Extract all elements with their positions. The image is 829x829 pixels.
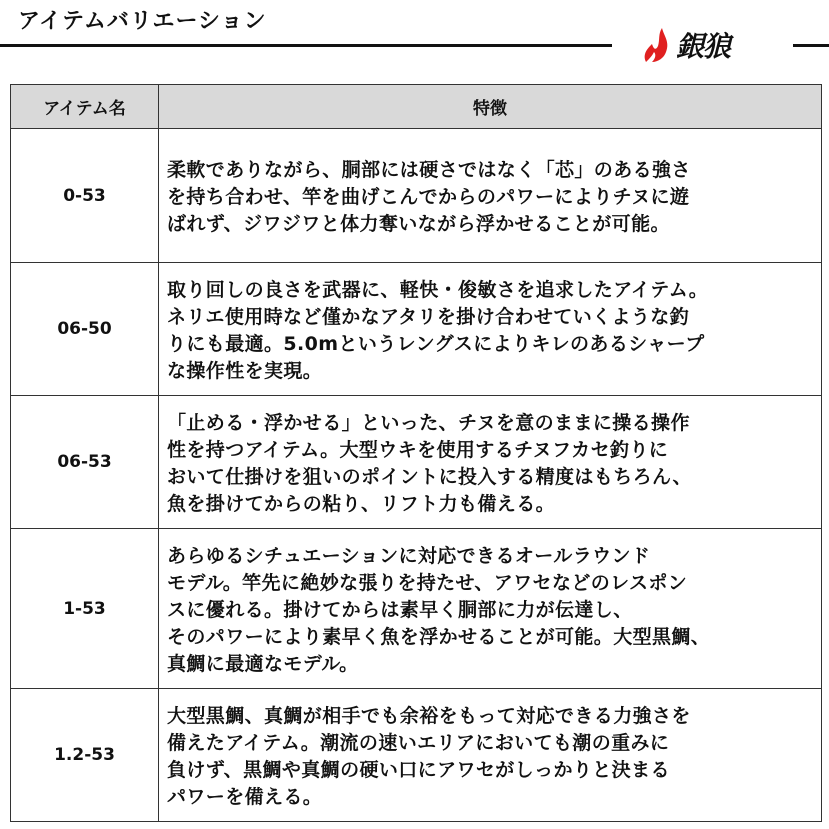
item-name: 06-50 (11, 263, 159, 396)
item-features (159, 396, 822, 529)
brand-logo (640, 24, 786, 66)
table-row (11, 689, 822, 822)
title-divider (0, 44, 612, 47)
feature-line: ネリエ使用時など僅かなアタリを掛け合わせていくような釣 (167, 306, 690, 328)
feature-line: おいて仕掛けを狙いのポイントに投入する精度はもちろん、 (167, 466, 692, 488)
feature-line: あらゆるシチュエーションに対応できるオールラウンド (167, 545, 651, 567)
title-divider-right (793, 44, 829, 47)
table-row (11, 396, 822, 529)
feature-line: スに優れる。掛けてからは素早く胴部に力が伝達し、 (167, 599, 633, 621)
page-title: アイテムバリエーション (18, 9, 267, 34)
feature-line: 魚を掛けてからの粘り、リフト力も備える。 (167, 493, 556, 515)
feature-line: 「止める・浮かせる」といった、チヌを意のままに操る操作 (167, 412, 690, 434)
item-features (159, 529, 822, 689)
feature-line: りにも最適。5.0mというレングスによりキレのあるシャープ (167, 333, 705, 355)
item-name: 06-53 (11, 396, 159, 529)
item-features (159, 129, 822, 263)
item-features (159, 263, 822, 396)
table-row (11, 529, 822, 689)
item-name: 0-53 (11, 129, 159, 263)
feature-line: そのパワーにより素早く魚を浮かせることが可能。大型黒鯛、 (167, 626, 711, 648)
feature-line: 取り回しの良さを武器に、軽快・俊敏さを追求したアイテム。 (167, 279, 709, 301)
feature-line: 大型黒鯛、真鯛が相手でも余裕をもって対応できる力強さを (167, 705, 691, 727)
flame-icon (640, 26, 670, 64)
feature-line: な操作性を実現。 (167, 360, 323, 382)
feature-line: 性を持つアイテム。大型ウキを使用するチヌフカセ釣りに (167, 439, 669, 461)
item-name: 1-53 (11, 529, 159, 689)
item-name: 1.2-53 (11, 689, 159, 822)
feature-line: 備えたアイテム。潮流の速いエリアにおいても潮の重みに (167, 732, 670, 754)
table-row (11, 263, 822, 396)
table-header-row (11, 85, 822, 129)
feature-line: パワーを備える。 (167, 786, 323, 808)
column-header-features: 特徴 (159, 85, 822, 129)
feature-line: 柔軟でありながら、胴部には硬さではなく「芯」のある強さ (167, 159, 691, 181)
feature-line: ばれず、ジワジワと体力奪いながら浮かせることが可能。 (167, 213, 670, 235)
table-row (11, 129, 822, 263)
item-variation-table (10, 84, 822, 822)
feature-line: モデル。竿先に絶妙な張りを持たせ、アワセなどのレスポン (167, 572, 688, 594)
feature-line: 真鯛に最適なモデル。 (167, 653, 359, 675)
column-header-item-name: アイテム名 (11, 85, 159, 129)
item-features (159, 689, 822, 822)
feature-line: を持ち合わせ、竿を曲げこんでからのパワーによりチヌに遊 (167, 186, 690, 208)
feature-line: 負けず、黒鯛や真鯛の硬い口にアワセがしっかりと決まる (167, 759, 670, 781)
logo-text: 銀狼 (676, 30, 731, 63)
